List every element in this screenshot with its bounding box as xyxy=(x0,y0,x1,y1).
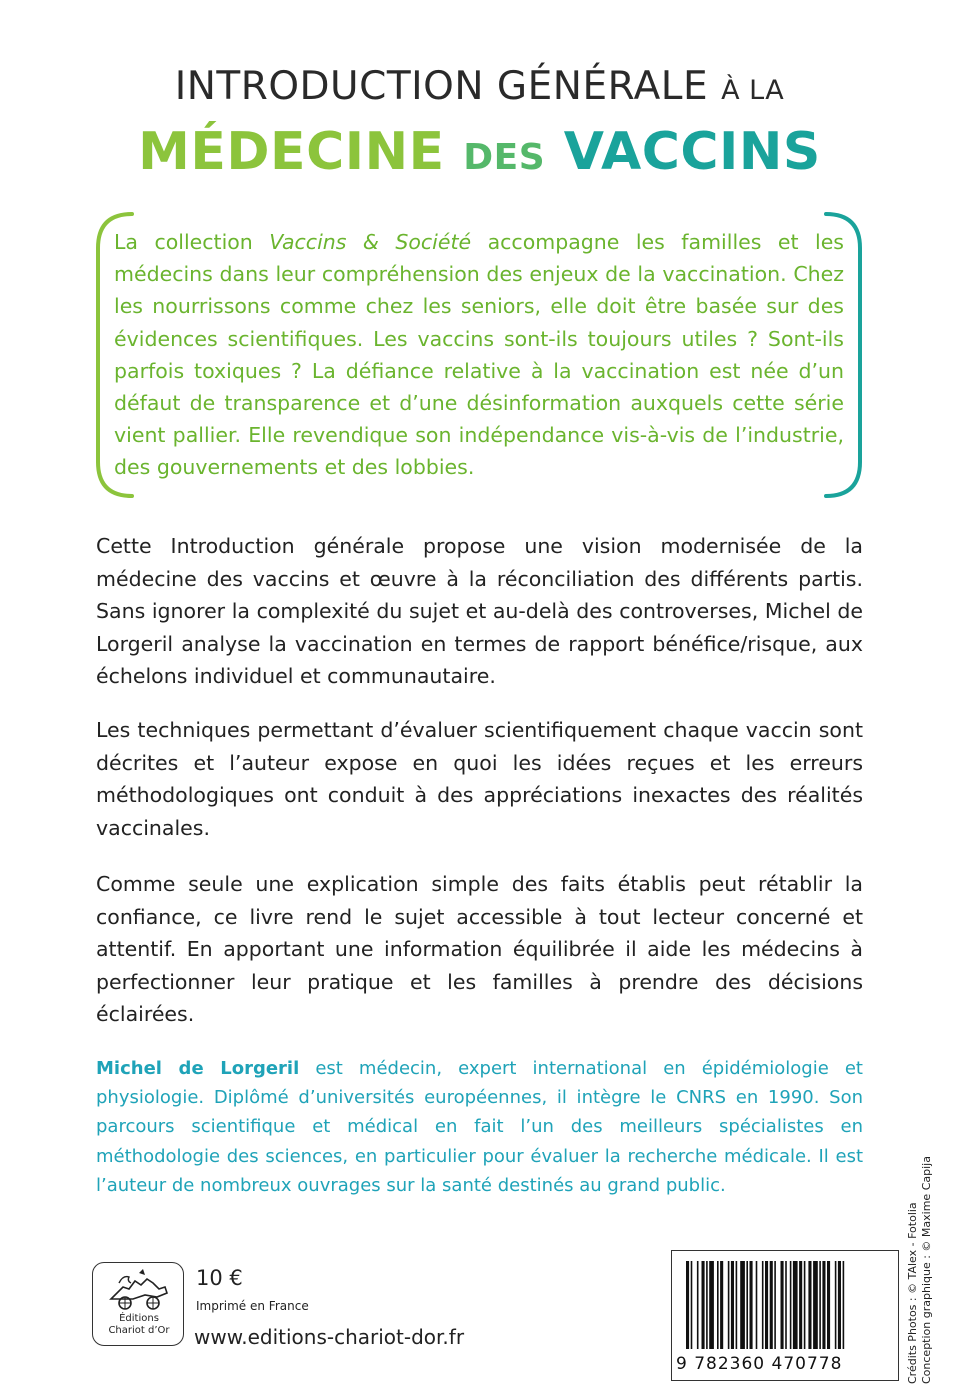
price: 10 € xyxy=(196,1266,243,1290)
barcode-bars xyxy=(672,1251,897,1353)
photo-credits: Crédits Photos : © TAlex - Fotolia xyxy=(906,1202,919,1384)
collection-name: Vaccins & Société xyxy=(269,230,472,254)
publisher-logo xyxy=(92,1262,184,1346)
paragraph-1: Cette Introduction générale propose une vision modernisée de la médecine des vaccins et œuvre à la réconciliation des différents partis. Sans ignorer la complexité du sujet et au-delà des controverses, Michel de Lorgeril analyse la vaccination en termes de rapport bénéfice/risque, aux échelons individuel et communautaire. xyxy=(96,534,863,688)
design-credits: Conception graphique : © Maxime Capija xyxy=(920,1156,933,1384)
chariot-icon xyxy=(105,1267,173,1313)
title-main: INTRODUCTION GÉNÉRALE xyxy=(174,64,709,109)
credits xyxy=(906,1156,934,1384)
isbn-barcode xyxy=(671,1250,899,1381)
author-name: Michel de Lorgeril xyxy=(96,1058,300,1079)
title-word-medecine: MÉDECINE xyxy=(138,122,445,182)
publisher-name: Éditions Chariot d’Or xyxy=(108,1313,170,1336)
isbn-number: 9 782360 470778 xyxy=(676,1354,843,1374)
paragraph-2: Les techniques permettant d’évaluer scientifiquement chaque vaccin sont décrites et l’auteur expose en quoi les idées reçues et les erreurs méthodologiques ont conduit à des appréciations inexactes des réalités vaccinales. xyxy=(96,718,863,840)
author-bio: Michel de Lorgeril est médecin, expert international en épidémiologie et physiologie. Diplômé d’universités européennes, il intègre le CNRS en 1990. Son parcours scientifique et médical en fait l’un des meilleurs spécialistes en méthodologie des sciences, en particulier pour évaluer la recherche médicale. Il est l’auteur de nombreux ouvrages sur la santé destinés au grand public. xyxy=(96,1058,863,1196)
title-word-vaccins: VACCINS xyxy=(563,122,821,182)
title-small: À LA xyxy=(721,75,785,106)
publisher-website[interactable]: www.editions-chariot-dor.fr xyxy=(194,1325,465,1349)
collection-intro: La collection Vaccins & Société accompagne les familles et les médecins dans leur compréhension des enjeux de la vaccination. Chez les nourrissons comme chez les seniors, elle doit être basée sur des évidences scientifiques. Les vaccins sont-ils toujours utiles ? Sont-ils parfois toxiques ? La défiance relative à la vaccination est née d’un défaut de transparence et d’une désinformation auxquels cette série vient pallier. Elle revendique son indépendance vis-à-vis de l’industrie, des gouvernements et des lobbies. xyxy=(114,230,844,480)
paragraph-3: Comme seule une explication simple des faits établis peut rétablir la confiance, ce livre rend le sujet accessible à tout lecteur concerné et attentif. En apportant une information équilibrée il aide les médecins à perfectionner leur pratique et les familles à prendre des décisions éclairées. xyxy=(96,872,863,1026)
printed-in-france: Imprimé en France xyxy=(196,1299,309,1313)
title-word-des: DES xyxy=(463,137,546,178)
